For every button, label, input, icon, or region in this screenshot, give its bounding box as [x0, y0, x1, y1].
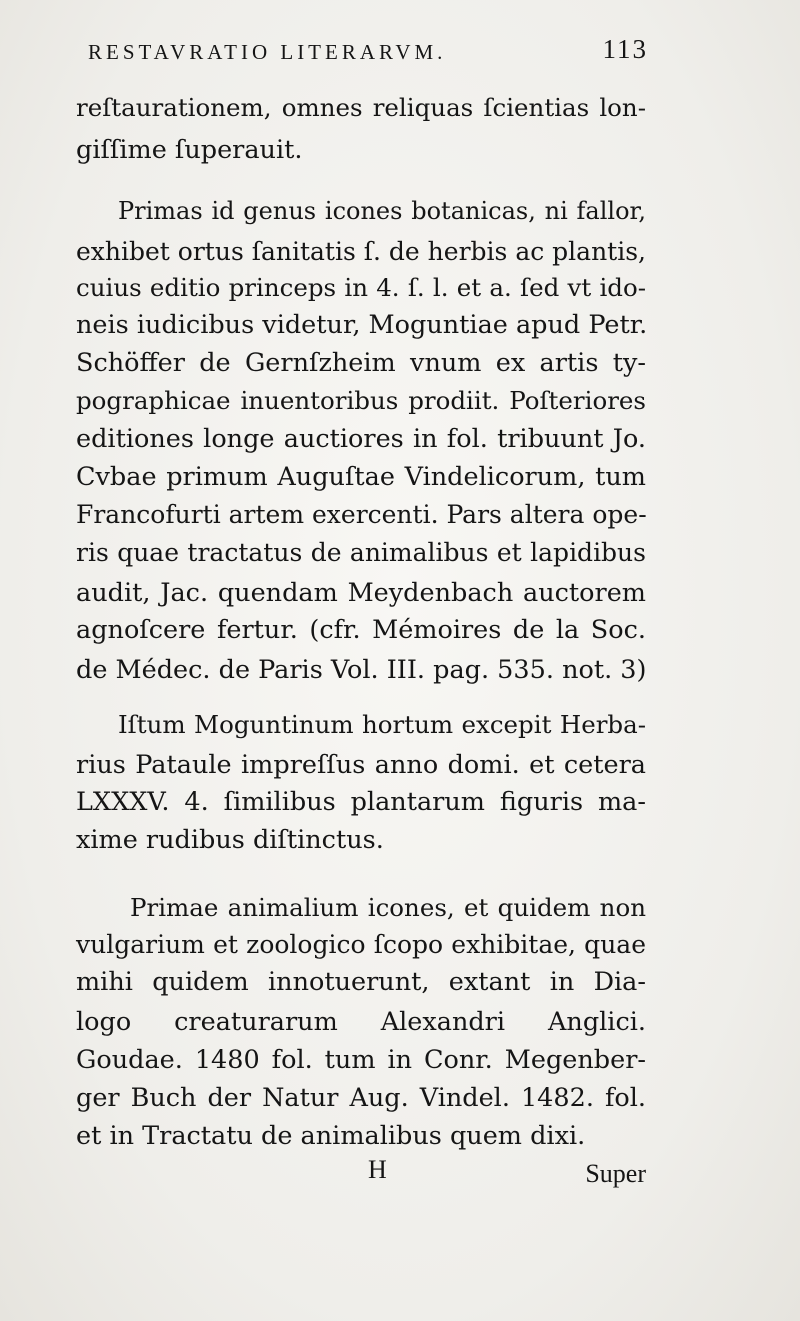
text-line: editiones longe auctiores in fol. tribuunt Jo.	[76, 424, 646, 454]
running-header	[88, 34, 648, 74]
text-line: mihi quidem innotuerunt, extant in Dia-	[76, 967, 646, 997]
text-line: Cvbae primum Auguſtae Vindelicorum, tum	[76, 462, 646, 492]
text-line: Goudae. 1480 fol. tum in Conr. Megenber-	[76, 1045, 646, 1075]
text-line: giſſime ſuperauit.	[76, 135, 303, 165]
text-line: neis iudicibus videtur, Moguntiae apud Petr.	[76, 310, 648, 340]
text-line: rius Pataule impreſſus anno domi. et cetera	[76, 750, 646, 780]
paragraph-start-line: Iſtum Moguntinum hortum excepit Herba-	[118, 710, 646, 739]
text-line: exhibet ortus ſanitatis ſ. de herbis ac plantis,	[76, 237, 646, 266]
catchword: Super	[585, 1159, 646, 1188]
page-footer	[76, 1155, 646, 1195]
text-line: xime rudibus diſtinctus.	[76, 825, 384, 855]
text-line: cuius editio princeps in 4. ſ. l. et a. ſed vt ido-	[76, 273, 646, 302]
text-line: audit, Jac. quendam Meydenbach auctorem	[76, 578, 646, 608]
text-line: logo creaturarum Alexandri Anglici.	[76, 1007, 646, 1037]
text-line: vulgarium et zoologico ſcopo exhibitae, quae	[76, 930, 646, 959]
text-line: de Médec. de Paris Vol. III. pag. 535. not. 3)	[76, 655, 647, 685]
text-line: pographicae inuentoribus prodiit. Poſteriores	[76, 386, 646, 415]
signature-mark: H	[368, 1155, 387, 1184]
text-line: Francofurti artem exercenti. Pars altera ope-	[76, 500, 647, 529]
page-number: 113	[602, 34, 648, 64]
text-line: et in Tractatu de animalibus quem dixi.	[76, 1121, 586, 1151]
paragraph-start-line: Primae animalium icones, et quidem non	[130, 893, 646, 922]
running-title: RESTAVRATIO LITERARVM.	[88, 40, 447, 64]
text-line: LXXXV. 4. ſimilibus plantarum figuris ma-	[76, 787, 646, 817]
paragraph-start-line: Primas id genus icones botanicas, ni fallor,	[118, 197, 646, 225]
text-line: reſtaurationem, omnes reliquas ſcientias lon-	[76, 93, 646, 122]
text-line: agnoſcere fertur. (cfr. Mémoires de la Soc.	[76, 615, 646, 645]
text-line: ris quae tractatus de animalibus et lapidibus	[76, 538, 646, 567]
text-line: ger Buch der Natur Aug. Vindel. 1482. fol.	[76, 1083, 646, 1113]
text-line: Schöffer de Gernſzheim vnum ex artis ty-	[76, 348, 646, 378]
